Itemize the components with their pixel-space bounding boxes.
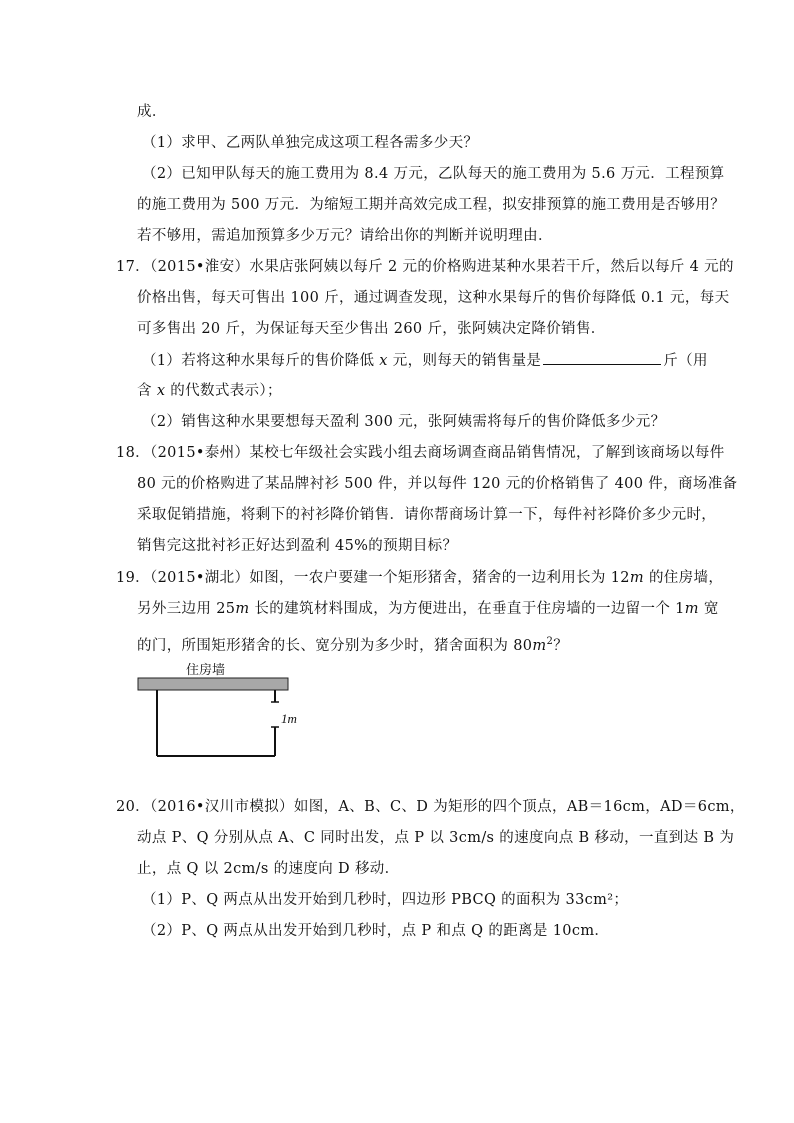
q19-line1 — [116, 568, 723, 588]
q17-part1-text-a: （1）若将这种水果每斤的售价降低 — [142, 353, 380, 369]
q20-line3: 止，点 Q 以 2cm/s 的速度向 D 移动． — [137, 861, 400, 877]
q19-line2 — [137, 599, 719, 619]
q20-line2: 动点 P、Q 分别从点 A、C 同时出发，点 P 以 3cm/s 的速度向点 B 移动，一直到达 B 为 — [137, 830, 735, 846]
q16-part2-line1: （2）已知甲队每天的施工费用为 8.4 万元，乙队每天的施工费用为 5.6 万元．工程预算 — [142, 166, 725, 182]
q17-part1-line2-a: 含 — [137, 383, 157, 399]
q19-line3-b: ？ — [553, 637, 569, 654]
q17-line2: 价格出售，每天可售出 100 斤，通过调查发现，这种水果每斤的售价每降低 0.1 元，每天 — [137, 290, 730, 306]
q16-part2-line3: 若不够用，需追加预算多少万元？请给出你的判断并说明理由． — [137, 228, 553, 244]
answer-blank — [543, 350, 661, 365]
door-width-label: 1m — [281, 711, 297, 726]
q17-line3: 可多售出 20 斤，为保证每天至少售出 260 斤，张阿姨决定降价销售． — [137, 321, 606, 337]
q16-part1: （1）求甲、乙两队单独完成这项工程各需多少天？ — [142, 135, 479, 151]
q19-line3 — [137, 632, 568, 656]
q17-part1-line1 — [142, 350, 708, 371]
q19-line1-a: 19．（2015•湖北）如图，一农户要建一个矩形猪舍，猪舍的一边利用长为 12 — [116, 570, 630, 586]
q17-part1-line2-variable: x — [156, 383, 166, 399]
q17-part2: （2）销售这种水果要想每天盈利 300 元，张阿姨需将每斤的售价降低多少元？ — [142, 414, 666, 430]
q17-part1-line2 — [137, 381, 282, 401]
q17-part1-text-b: 元，则每天的销售量是 — [387, 353, 542, 369]
q19-line3-unit: m — [532, 637, 547, 654]
q18-line2: 80 元的价格购进了某品牌衬衫 500 件，并以每件 120 元的价格销售了 400 件，商场准备 — [137, 476, 738, 492]
q17-part1-line2-b: 的代数式表示）； — [165, 383, 282, 399]
pig-pen-figure — [130, 660, 330, 764]
q18-line3: 采取促销措施，将剩下的衬衫降价销售．请你帮商场计算一下，每件衬衫降价多少元时， — [137, 507, 717, 523]
q18-line1: 18．（2015•泰州）某校七年级社会实践小组去商场调查商品销售情况，了解到该商场以每件 — [116, 445, 725, 461]
q20-part2: （2）P、Q 两点从出发开始到几秒时，点 P 和点 Q 的距离是 10cm． — [142, 923, 610, 939]
wall-label: 住房墙 — [186, 662, 226, 677]
q19-line2-b: 长的建筑材料围成，为方便进出，在垂直于住房墙的一边留一个 1 — [249, 601, 685, 617]
q16-part2-line2: 的施工费用为 500 万元．为缩短工期并高效完成工程，拟安排预算的施工费用是否够用？ — [137, 197, 726, 213]
q19-line1-b: 的住房墙， — [643, 570, 724, 586]
q19-line2-unit: m — [235, 601, 250, 617]
q19-line2-c: 宽 — [698, 601, 719, 617]
q20-part1: （1）P、Q 两点从出发开始到几秒时，四边形 PBCQ 的面积为 33cm²； — [142, 892, 629, 908]
q16-continuation: 成． — [137, 104, 167, 120]
q20-line1: 20．（2016•汉川市模拟）如图，A、B、C、D 为矩形的四个顶点，AB＝16cm，AD＝6cm， — [116, 799, 745, 815]
q19-line3-sup: 2 — [546, 636, 554, 647]
house-wall — [138, 678, 288, 690]
q19-line3-a: 的门，所围矩形猪舍的长、宽分别为多少时，猪舍面积为 80 — [137, 637, 533, 654]
q18-line4: 销售完这批衬衫正好达到盈利 45%的预期目标？ — [137, 538, 458, 554]
q19-line2-a: 另外三边用 25 — [137, 601, 236, 617]
q19-line2-unit2: m — [684, 601, 699, 617]
q17-part1-text-c: 斤（用 — [663, 353, 708, 369]
q19-line1-unit: m — [629, 570, 644, 586]
q17-part1-variable: x — [379, 353, 388, 369]
q17-line1: 17．（2015•淮安）水果店张阿姨以每斤 2 元的价格购进某种水果若干斤，然后以每斤 4 元的 — [116, 259, 734, 275]
